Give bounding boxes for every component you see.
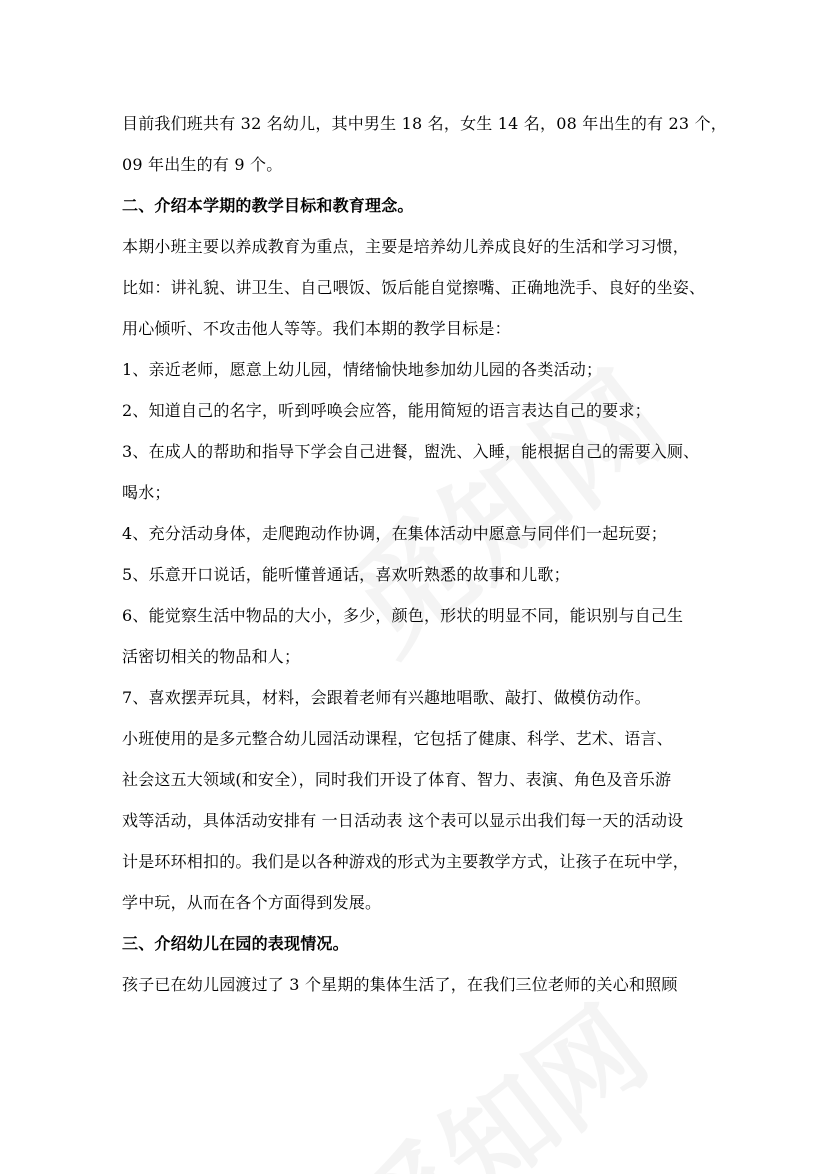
paragraph-line: 09 年出生的有 9 个。: [122, 155, 283, 174]
section-heading: 二、介绍本学期的教学目标和教育理念。: [122, 196, 414, 215]
list-item: 3、在成人的帮助和指导下学会自己进餐，盥洗、入睡，能根据自己的需要入厕、: [122, 442, 700, 461]
paragraph-line: 学中玩，从而在各个方面得到发展。: [122, 893, 382, 912]
paragraph-line: 戏等活动，具体活动安排有 一日活动表 这个表可以显示出我们每一天的活动设: [122, 811, 684, 830]
list-item: 4、充分活动身体，走爬跑动作协调，在集体活动中愿意与同伴们一起玩耍；: [122, 524, 667, 543]
paragraph-line: 小班使用的是多元整合幼儿园活动课程，它包括了健康、科学、艺术、语言、: [122, 729, 673, 748]
list-item: 6、能觉察生活中物品的大小，多少，颜色，形状的明显不同，能识别与自己生: [122, 606, 684, 625]
list-item: 2、知道自己的名字，听到呼唤会应答，能用简短的语言表达自己的要求；: [122, 401, 651, 420]
list-item: 1、亲近老师，愿意上幼儿园，情绪愉快地参加幼儿园的各类活动；: [122, 360, 603, 379]
paragraph-line: 计是环环相扣的。我们是以各种游戏的形式为主要教学方式，让孩子在玩中学，: [122, 852, 690, 871]
list-item-continuation: 喝水；: [122, 483, 171, 502]
paragraph-line: 目前我们班共有 32 名幼儿，其中男生 18 名，女生 14 名，08 年出生的有 23 个，: [122, 114, 727, 133]
list-item: 5、乐意开口说话，能听懂普通话，喜欢听熟悉的故事和儿歌；: [122, 565, 570, 584]
document-body: [122, 103, 727, 1005]
paragraph-line: 社会这五大领域(和安全），同时我们开设了体育、智力、表演、角色及音乐游: [122, 770, 672, 789]
list-item: 7、喜欢摆弄玩具，材料，会跟着老师有兴趣地唱歌、敲打、做模仿动作。: [122, 688, 651, 707]
list-item-continuation: 活密切相关的物品和人；: [122, 647, 301, 666]
section-heading: 三、介绍幼儿在园的表现情况。: [122, 934, 349, 953]
paragraph-line: 用心倾听、不攻击他人等等。我们本期的教学目标是：: [122, 319, 511, 338]
paragraph-line: 本期小班主要以养成教育为重点，主要是培养幼儿养成良好的生活和学习习惯，: [122, 237, 690, 256]
paragraph-line: 比如：讲礼貌、讲卫生、自己喂饭、饭后能自觉擦嘴、正确地洗手、良好的坐姿、: [122, 278, 706, 297]
paragraph-line: 孩子已在幼儿园渡过了 3 个星期的集体生活了，在我们三位老师的关心和照顾: [122, 975, 678, 994]
